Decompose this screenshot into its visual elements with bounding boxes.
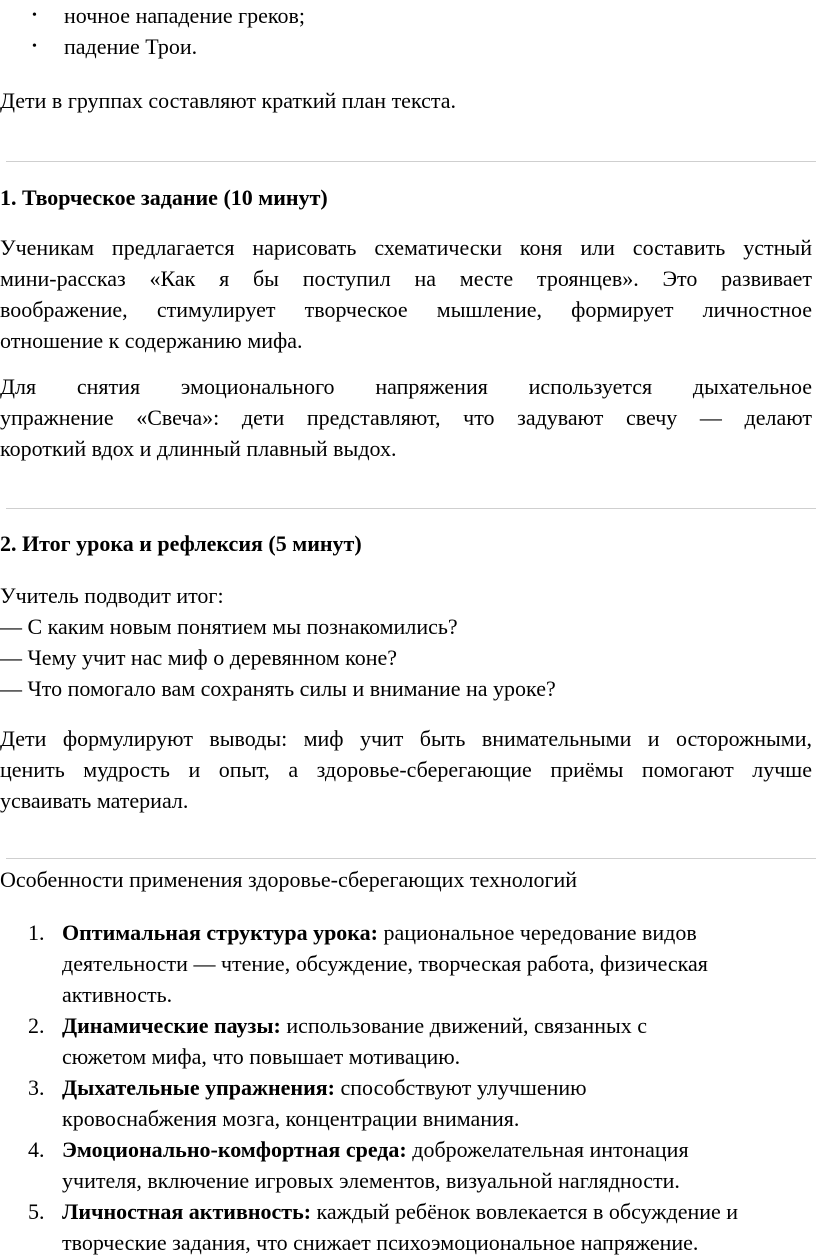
text-line: — Что помогало вам сохранять силы и внимание на уроке?: [0, 676, 556, 701]
list-item-text: деятельности — чтение, обсуждение, творческая работа, физическая: [62, 951, 708, 976]
text-line: Учитель подводит итог:: [0, 583, 224, 608]
list-item-number: 4.: [28, 1137, 45, 1162]
list-item-text: падение Трои.: [64, 34, 198, 59]
list-item-number: 3.: [28, 1075, 45, 1100]
list-item-text: доброжелательная интонация: [406, 1137, 689, 1162]
section2-heading: 2. Итог урока и рефлексия (5 минут): [0, 531, 362, 556]
list-item: [0, 0, 305, 31]
text-line: усваивать материал.: [0, 788, 189, 813]
list-item-text: каждый ребёнок вовлекается в обсуждение и: [311, 1199, 739, 1224]
list-item-text: ночное нападение греков;: [64, 3, 305, 28]
divider: [6, 508, 816, 509]
section2-summary: [0, 580, 812, 704]
list-item-label: Дыхательные упражнения:: [62, 1075, 336, 1100]
divider: [6, 161, 816, 162]
text-line: Для снятия эмоционального напряжения используется дыхательное: [0, 374, 812, 399]
bullet-icon: •: [32, 8, 37, 23]
list-item: [0, 1072, 812, 1134]
text-line: Дети формулируют выводы: миф учит быть внимательными и осторожными,: [0, 726, 812, 751]
intro-paragraph: Дети в группах составляют краткий план текста.: [0, 88, 456, 113]
section1-heading: 1. Творческое задание (10 минут): [0, 185, 328, 210]
text-line: короткий вдох и длинный плавный выдох.: [0, 436, 397, 461]
list-item: [0, 917, 812, 1010]
list-item: [0, 1134, 812, 1196]
text-line: отношение к содержанию мифа.: [0, 328, 303, 353]
intro-bullet-list: [0, 0, 305, 62]
text-line: — С каким новым понятием мы познакомились?: [0, 614, 458, 639]
text-line: воображение, стимулирует творческое мышление, формирует личностное: [0, 297, 812, 322]
list-item: [0, 31, 305, 62]
section1-paragraph-1: [0, 232, 812, 356]
text-line: мини-рассказ «Как я бы поступил на месте троянцев». Это развивает: [0, 266, 812, 291]
list-item-text: кровоснабжения мозга, концентрации внимания.: [62, 1106, 520, 1131]
list-item-number: 1.: [28, 920, 45, 945]
section2-conclusion: [0, 723, 812, 816]
list-item-label: Оптимальная структура урока:: [62, 920, 378, 945]
text-line: — Чему учит нас миф о деревянном коне?: [0, 645, 398, 670]
features-list: [0, 917, 816, 1258]
list-item-number: 2.: [28, 1013, 45, 1038]
bullet-icon: •: [32, 39, 37, 54]
features-title: Особенности применения здоровье-сберегающих технологий: [0, 867, 578, 892]
list-item-label: Динамические паузы:: [62, 1013, 281, 1038]
list-item-text: способствуют улучшению: [335, 1075, 587, 1100]
list-item-text: активность.: [62, 982, 173, 1007]
list-item-text: использование движений, связанных с: [280, 1013, 648, 1038]
list-item-label: Эмоционально-комфортная среда:: [62, 1137, 407, 1162]
list-item-label: Личностная активность:: [62, 1199, 312, 1224]
text-line: упражнение «Свеча»: дети представляют, что задувают свечу — делают: [0, 405, 812, 430]
text-line: ценить мудрость и опыт, а здоровье-сберегающие приёмы помогают лучше: [0, 757, 812, 782]
list-item: [0, 1196, 812, 1258]
text-line: Ученикам предлагается нарисовать схематически коня или составить устный: [0, 235, 812, 260]
section1-paragraph-2: [0, 371, 812, 464]
divider: [6, 858, 816, 859]
list-item-text: творческие задания, что снижает психоэмоциональное напряжение.: [62, 1230, 699, 1255]
list-item-text: учителя, включение игровых элементов, визуальной наглядности.: [62, 1168, 680, 1193]
list-item-text: сюжетом мифа, что повышает мотивацию.: [62, 1044, 461, 1069]
list-item: [0, 1010, 812, 1072]
list-item-number: 5.: [28, 1199, 45, 1224]
list-item-text: рациональное чередование видов: [377, 920, 697, 945]
